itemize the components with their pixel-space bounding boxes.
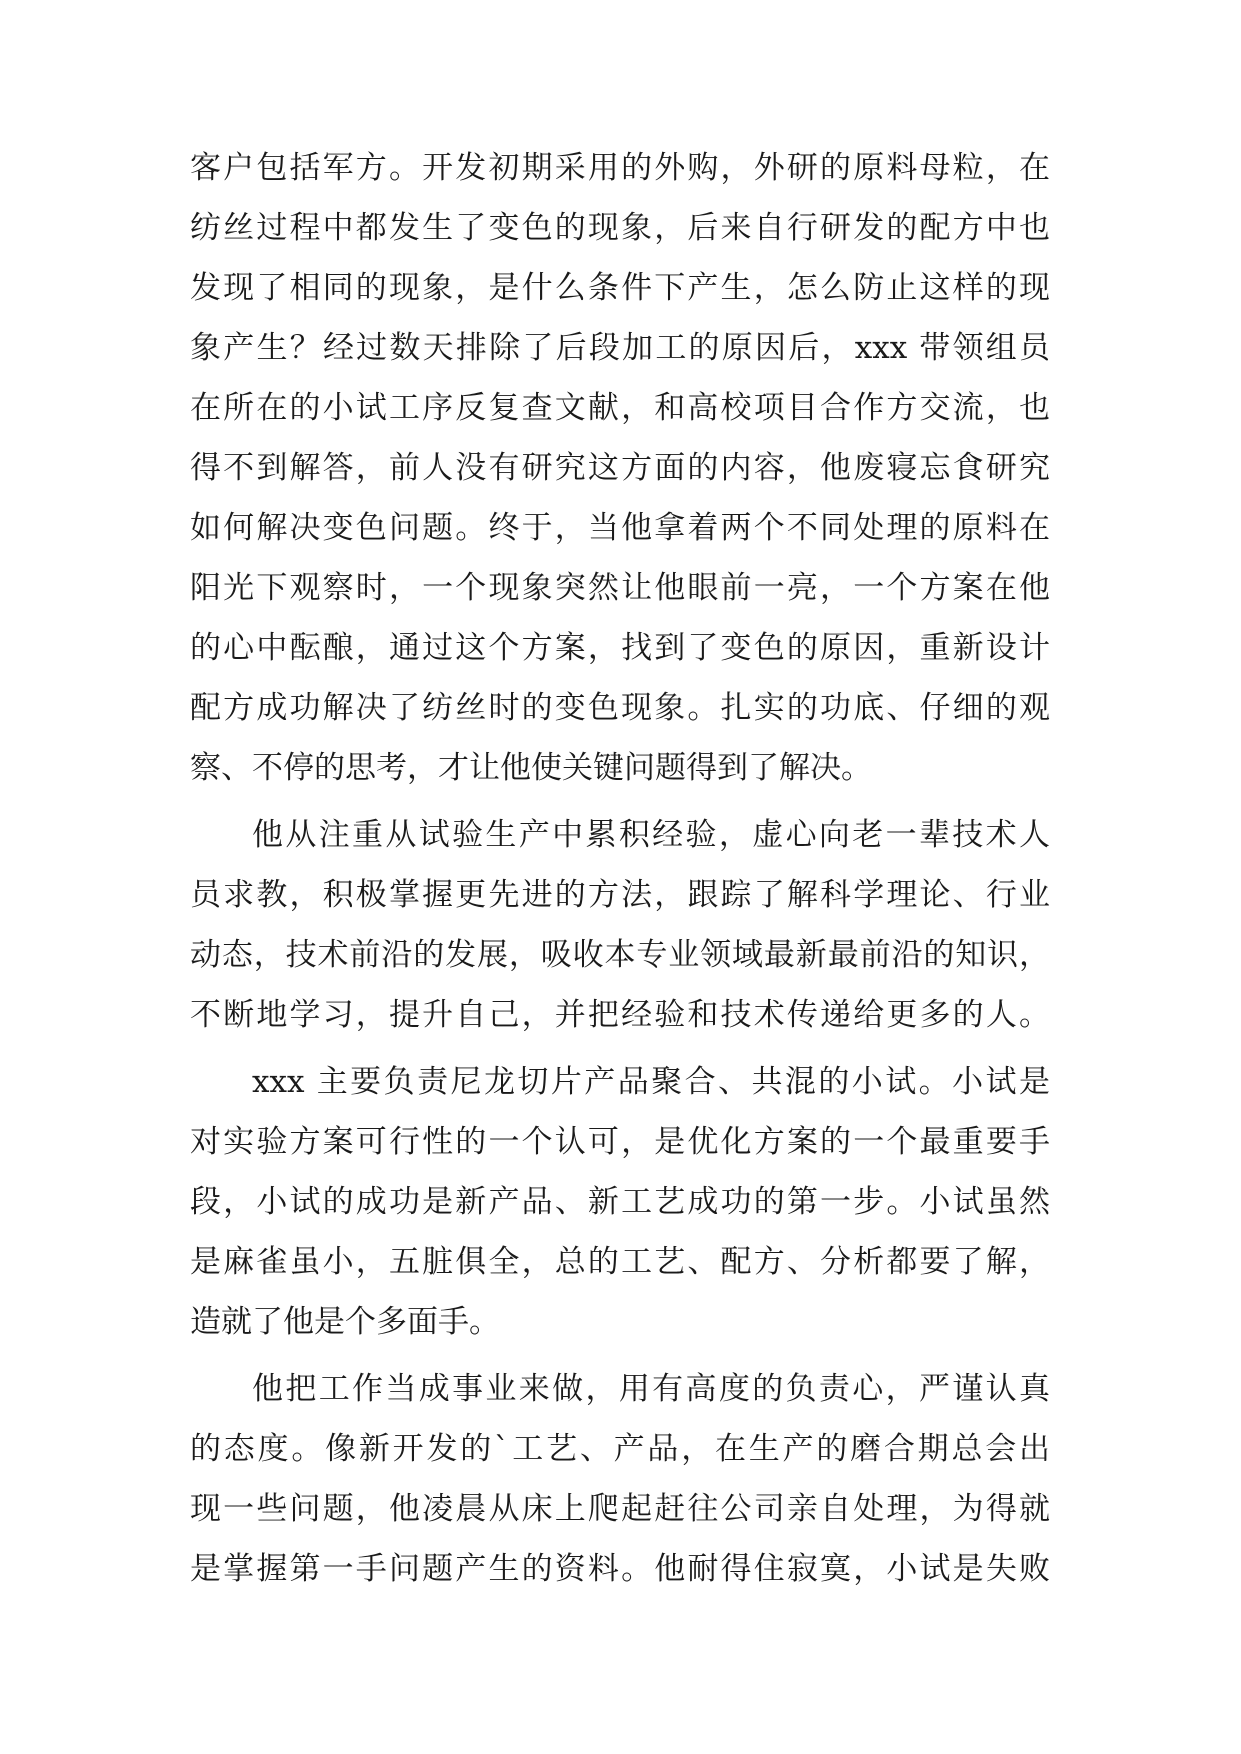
- text-line: 象产生？经过数天排除了后段加工的原因后，xxx 带领组员: [190, 330, 1050, 366]
- text-line: 在所在的小试工序反复查文献，和高校项目合作方交流，也: [190, 390, 1050, 426]
- text-line: 不断地学习，提升自己，并把经验和技术传递给更多的人。: [190, 997, 1050, 1033]
- text-line: 发现了相同的现象，是什么条件下产生，怎么防止这样的现: [190, 270, 1050, 306]
- text-line: 现一些问题，他凌晨从床上爬起赶往公司亲自处理，为得就: [190, 1491, 1050, 1527]
- paragraph-first-line: 他把工作当成事业来做，用有高度的负责心，严谨认真: [252, 1371, 1050, 1407]
- text-line: 是麻雀虽小，五脏俱全，总的工艺、配方、分析都要了解，: [190, 1244, 1050, 1280]
- text-line: 的心中酝酿，通过这个方案，找到了变色的原因，重新设计: [190, 630, 1050, 666]
- text-line: 纺丝过程中都发生了变色的现象，后来自行研发的配方中也: [190, 210, 1050, 246]
- text-line: 段，小试的成功是新产品、新工艺成功的第一步。小试虽然: [190, 1184, 1050, 1220]
- text-line: 如何解决变色问题。终于，当他拿着两个不同处理的原料在: [190, 510, 1050, 546]
- text-line: 客户包括军方。开发初期采用的外购，外研的原料母粒，在: [190, 150, 1050, 186]
- text-line: 是掌握第一手问题产生的资料。他耐得住寂寞，小试是失败: [190, 1551, 1050, 1587]
- text-line: 察、不停的思考，才让他使关键问题得到了解决。: [190, 750, 872, 786]
- text-line: 阳光下观察时，一个现象突然让他眼前一亮，一个方案在他: [190, 570, 1050, 606]
- paragraph-first-line: 他从注重从试验生产中累积经验，虚心向老一辈技术人: [252, 817, 1050, 853]
- text-line: 员求教，积极掌握更先进的方法，跟踪了解科学理论、行业: [190, 877, 1050, 913]
- text-line: 的态度。像新开发的`工艺、产品，在生产的磨合期总会出: [190, 1431, 1050, 1467]
- text-line: 配方成功解决了纺丝时的变色现象。扎实的功底、仔细的观: [190, 690, 1050, 726]
- text-line: 造就了他是个多面手。: [190, 1304, 500, 1340]
- text-line: 对实验方案可行性的一个认可，是优化方案的一个最重要手: [190, 1124, 1050, 1160]
- text-line: 得不到解答，前人没有研究这方面的内容，他废寝忘食研究: [190, 450, 1050, 486]
- text-line: 动态，技术前沿的发展，吸收本专业领域最新最前沿的知识，: [190, 937, 1050, 973]
- paragraph-first-line: xxx 主要负责尼龙切片产品聚合、共混的小试。小试是: [252, 1064, 1050, 1100]
